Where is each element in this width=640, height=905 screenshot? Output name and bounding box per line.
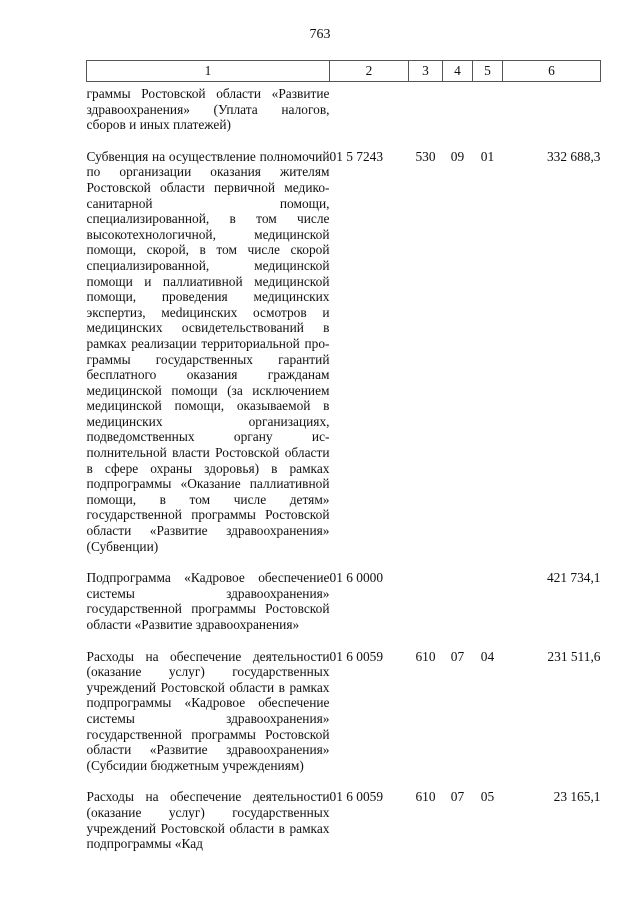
header-cell: 5 — [473, 61, 503, 82]
row-expense-type: 610 — [415, 789, 436, 805]
row-amount: 332 688,3 — [546, 148, 601, 164]
row-expense-type — [409, 554, 443, 632]
row-target-code: 01 5 7243 — [329, 148, 384, 164]
row-amount: 421 734,1 — [546, 570, 601, 586]
row-target-code: 01 6 0059 — [329, 789, 384, 805]
table-row — [87, 133, 601, 554]
row-expense-type: 530 — [415, 148, 436, 164]
header-cell: 4 — [443, 61, 473, 82]
row-description: Расходы на обеспечение деятельности (оказание услуг) государственных учреждений Ростовской области в рамках подпрограммы «Кад — [86, 789, 330, 852]
row-subsection — [473, 82, 503, 133]
row-subsection: 04 — [480, 648, 495, 664]
header-cell: 6 — [503, 61, 601, 82]
table-row — [87, 82, 601, 133]
row-amount — [503, 82, 601, 133]
header-cell: 1 — [87, 61, 330, 82]
row-subsection — [473, 554, 503, 632]
row-description: Расходы на обеспечение деятельности (оказание услуг) государственных учреждений Ростовской области в рамках подпрограммы «Кадровое обеспечение системы здравоохранения» государственной программы Ростовской области «Развитие здравоохранения» (Субсидии бюджетным учреждениям) — [86, 648, 330, 773]
row-section — [443, 82, 473, 133]
row-description: Подпрограмма «Кадровое обеспечение системы здравоохранения» государственной программы Ростовской области «Развитие здравоохранения» — [86, 570, 330, 632]
header-cell: 2 — [330, 61, 409, 82]
row-amount: 231 511,6 — [547, 648, 601, 664]
page-number: 763 — [309, 27, 331, 42]
row-section: 09 — [450, 148, 465, 164]
table-header-row — [87, 61, 601, 82]
row-target-code: 01 6 0000 — [329, 570, 384, 586]
row-expense-type — [409, 82, 443, 133]
table-row — [87, 554, 601, 632]
row-expense-type: 610 — [415, 648, 436, 664]
table-row — [87, 773, 601, 851]
row-target-code — [330, 82, 409, 133]
table-row — [87, 633, 601, 774]
row-subsection: 05 — [480, 789, 495, 805]
row-target-code: 01 6 0059 — [329, 648, 384, 664]
row-section — [443, 554, 473, 632]
header-cell: 3 — [409, 61, 443, 82]
row-amount: 23 165,1 — [553, 789, 601, 805]
row-subsection: 01 — [480, 148, 495, 164]
row-section: 07 — [450, 789, 465, 805]
budget-table — [86, 60, 601, 852]
row-description: Субвенция на осуществление полномочий по организации оказания жителям Ростовской области первичной медико-санитарной помощи, специализированной, в том числе высокотехнологичной, медицинской помощи, скорой, в том числе скорой специализированной, медицинской помощи и паллиативной медицинской помощи, проведения медицинских экспертиз, меdицинских осмотров и медицинских освидетельствований в рамках реализации территориальной программы государственных гарантий бесплатного оказания гражданам медицинской помощи (за исключением медицинской помощи, оказываемой в медицинских организациях, подведомственных органу исполнительной власти Ростовской области в сфере охраны здоровья) в рамках подпрограммы «Оказание паллиативной помощи, в том числе детям» государственной программы Ростовской области «Развитие здравоохранения» (Субвенции) — [86, 148, 330, 554]
row-section: 07 — [450, 648, 465, 664]
row-description: граммы Ростовской области «Развитие здравоохранения» (Уплата налогов, сборов и иных платежей) — [86, 86, 330, 133]
